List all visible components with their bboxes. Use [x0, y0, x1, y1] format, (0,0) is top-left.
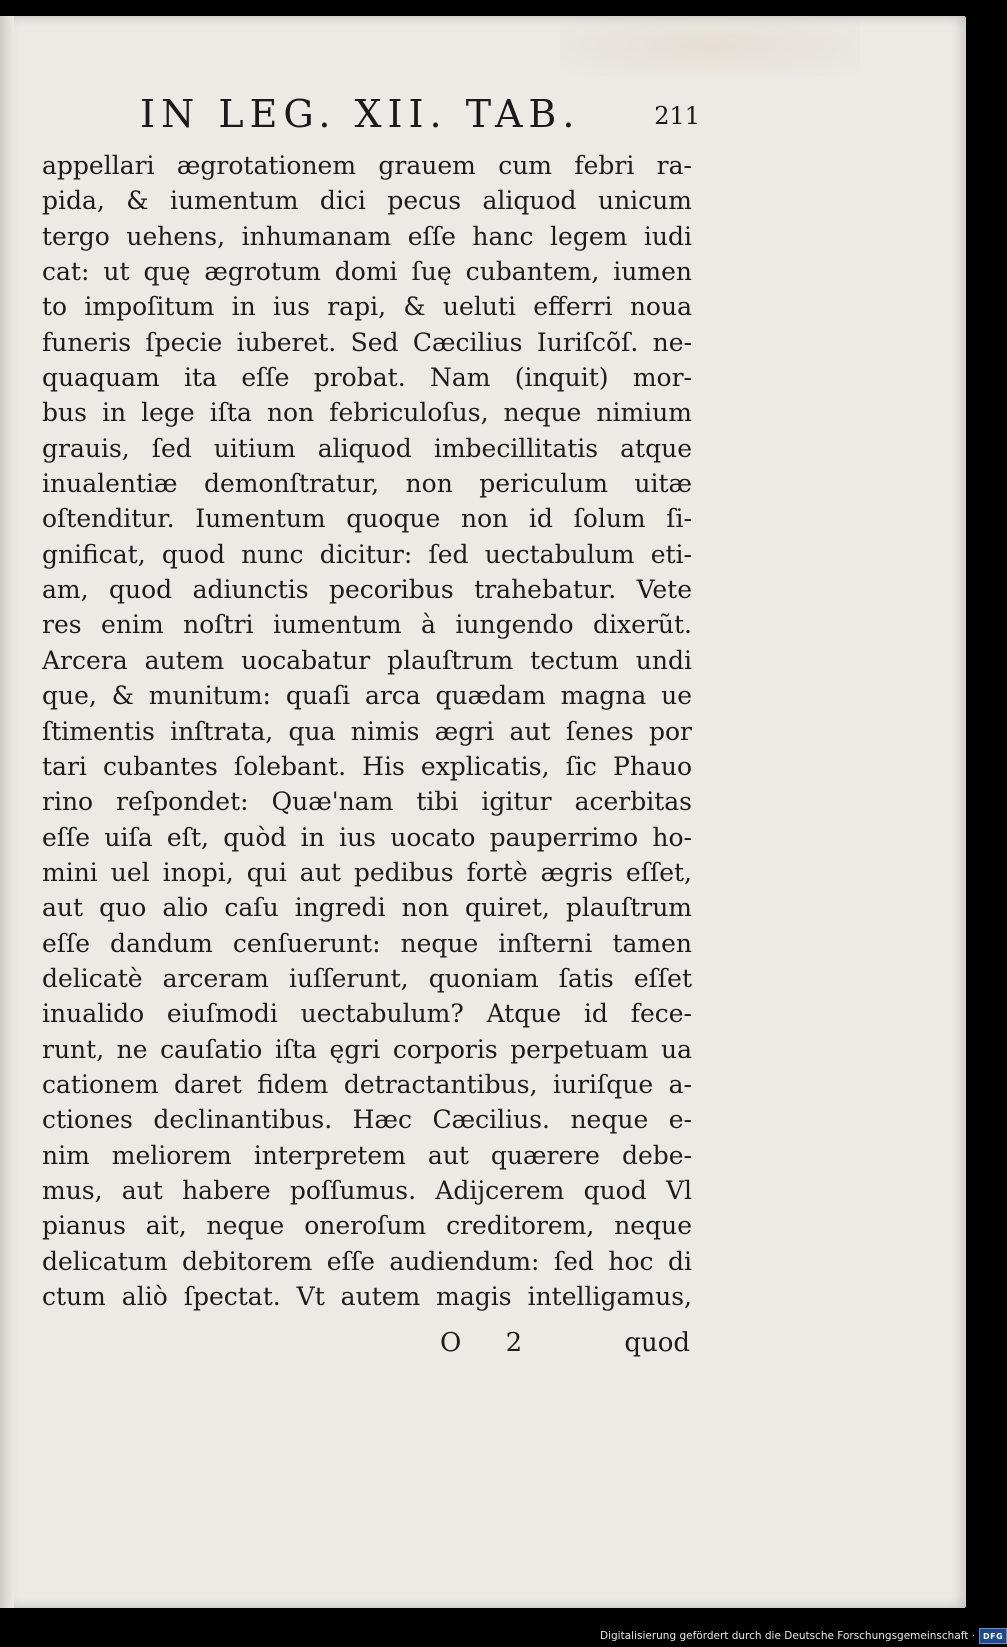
running-head: IN LEG. XII. TAB. — [140, 92, 581, 136]
text-line: pianus ait, neque oneroſum creditorem, neque — [42, 1211, 692, 1241]
text-line: nim meliorem interpretem aut quærere debe- — [42, 1140, 692, 1170]
text-line: gnificat, quod nunc dicitur: ſed uectabulum eti- — [42, 539, 692, 569]
text-line: Arcera autem uocabatur plauſtrum tectum undi — [42, 645, 692, 675]
page-footer — [440, 1328, 690, 1368]
signature-mark: O 2 — [440, 1328, 541, 1358]
text-line: ctum aliò ſpectat. Vt autem magis intelligamus, — [42, 1282, 692, 1311]
book-page — [0, 16, 966, 1608]
text-line: appellari ægrotationem grauem cum febri ra- — [42, 151, 692, 180]
text-line: am, quod adiunctis pecoribus trahebatur. Vete — [42, 575, 692, 605]
text-line: tari cubantes ſolebant. His explicatis, ſic Phauo — [42, 751, 692, 781]
text-line: mus, aut habere poſſumus. Adijcerem quod Vl — [42, 1175, 692, 1205]
dfg-logo-icon: DFG — [979, 1628, 1007, 1644]
text-line: rino reſpondet: Quæ'nam tibi igitur acerbitas — [42, 787, 692, 817]
text-line: inualido eiuſmodi uectabulum? Atque id fece- — [42, 999, 692, 1029]
page-number: 211 — [654, 102, 700, 130]
text-line: cat: ut quę ægrotum domi ſuę cubantem, iumen — [42, 257, 692, 287]
text-line: inualentiæ demonſtratur, non periculum uitæ — [42, 469, 692, 499]
text-line: eſſe uiſa eſt, quòd in ius uocato pauperrimo ho- — [42, 822, 692, 852]
text-line: bus in lege iſta non febriculoſus, neque nimium — [42, 398, 692, 428]
text-line: delicatum debitorem eſſe audiendum: ſed hoc di — [42, 1246, 692, 1276]
text-line: ctiones declinantibus. Hæc Cæcilius. neque e- — [42, 1105, 692, 1135]
text-line: res enim noſtri iumentum à iungendo dixerũt. — [42, 610, 692, 640]
body-text — [42, 148, 692, 1314]
text-line: funeris ſpecie iuberet. Sed Cæcilius Iuriſcõſ. ne- — [42, 327, 692, 357]
text-line: cationem daret fidem detractantibus, iuriſque a- — [42, 1069, 692, 1099]
text-line: runt, ne cauſatio iſta ęgri corporis perpetuam ua — [42, 1034, 692, 1064]
credit-text: Digitalisierung gefördert durch die Deutsche Forschungsgemeinschaft · — [600, 1630, 976, 1642]
text-line: quaquam ita eſſe probat. Nam (inquit) mor- — [42, 363, 692, 393]
paper-stain — [560, 16, 860, 76]
page-gutter-shadow — [0, 16, 14, 1608]
text-line: pida, & iumentum dici pecus aliquod unicum — [42, 186, 692, 216]
text-line: ſtimentis inſtrata, qua nimis ægri aut ſenes por — [42, 716, 692, 746]
digitization-credit — [600, 1627, 1007, 1645]
text-line: mini uel inopi, qui aut pedibus fortè ægris eſſet, — [42, 857, 692, 887]
catchword: quod — [624, 1328, 690, 1358]
text-line: to impoſitum in ius rapi, & ueluti efferri noua — [42, 292, 692, 322]
page-header — [140, 92, 700, 152]
text-line: oſtenditur. Iumentum quoque non id ſolum ſi- — [42, 504, 692, 534]
text-line: aut quo alio caſu ingredi non quiret, plauſtrum — [42, 893, 692, 923]
text-line: que, & munitum: quaſi arca quædam magna ue — [42, 681, 692, 711]
text-line: delicatè arceram iuſſerunt, quoniam ſatis eſſet — [42, 963, 692, 993]
text-line: tergo uehens, inhumanam eſſe hanc legem iudi — [42, 221, 692, 251]
text-line: eſſe dandum cenſuerunt: neque inſterni tamen — [42, 928, 692, 958]
text-line: grauis, ſed uitium aliquod imbecillitatis atque — [42, 433, 692, 463]
